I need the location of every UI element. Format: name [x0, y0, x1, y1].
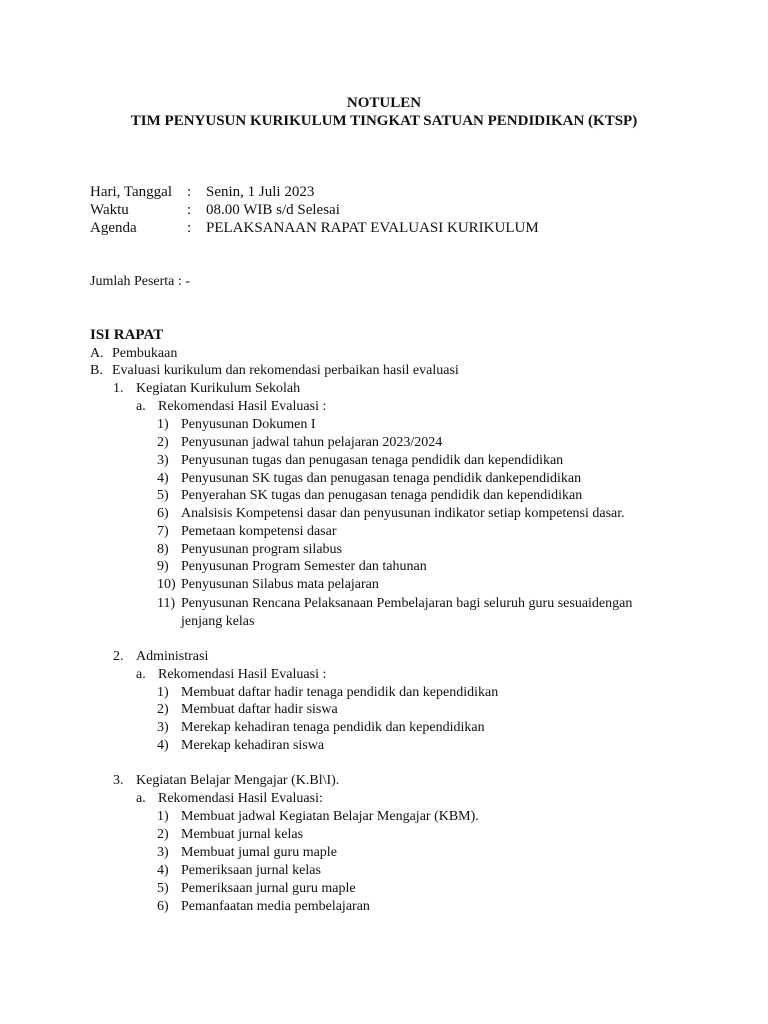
list-item-marker: 3): [157, 720, 169, 735]
list-item-marker: 11): [157, 596, 176, 611]
list-item-marker: 4): [157, 738, 169, 753]
list-item: Pemeriksaan jurnal guru maple: [181, 881, 356, 896]
outline-item-a: Pembukaan: [112, 346, 178, 361]
meta-label-agenda: Agenda: [90, 220, 137, 236]
list-item-marker: 2): [157, 702, 169, 717]
subgroup-title: Rekomendasi Hasil Evaluasi:: [158, 791, 323, 806]
list-item-marker: 10): [157, 577, 176, 592]
meta-value-date: Senin, 1 Juli 2023: [206, 184, 315, 200]
list-item: Penyusunan Silabus mata pelajaran: [181, 577, 379, 592]
participants-count: Jumlah Peserta : -: [90, 274, 190, 289]
meta-sep-time: :: [187, 202, 192, 218]
list-item-marker: 1): [157, 809, 169, 824]
list-item: Pemanfaatan media pembelajaran: [181, 899, 370, 914]
list-item: Membuat jurnal kelas: [181, 827, 304, 842]
subgroup-marker: a.: [136, 667, 146, 682]
group-marker: 1.: [113, 381, 124, 396]
list-item: Penyusunan SK tugas dan penugasan tenaga pendidik dankependidikan: [181, 471, 582, 486]
outline-marker-b: B.: [90, 363, 103, 378]
list-item: Penyusunan jadwal tahun pelajaran 2023/2024: [181, 435, 443, 450]
meta-label-time: Waktu: [90, 202, 129, 218]
list-item-marker: 5): [157, 488, 169, 503]
list-item-marker: 1): [157, 417, 169, 432]
subgroup-title: Rekomendasi Hasil Evaluasi :: [158, 399, 327, 414]
list-item: Analsisis Kompetensi dasar dan penyusunan indikator setiap kompetensi dasar.: [181, 506, 625, 521]
group-title: Kegiatan Kurikulum Sekolah: [136, 381, 301, 396]
list-item-marker: 2): [157, 435, 169, 450]
outline-marker-a: A.: [90, 346, 104, 361]
subgroup-title: Rekomendasi Hasil Evaluasi :: [158, 667, 327, 682]
list-item: Penyusunan tugas dan penugasan tenaga pendidik dan kependidikan: [181, 453, 564, 468]
document-subtitle: TIM PENYUSUN KURIKULUM TINGKAT SATUAN PENDIDIKAN (KTSP): [130, 113, 638, 129]
meta-value-agenda: PELAKSANAAN RAPAT EVALUASI KURIKULUM: [206, 220, 539, 236]
group-title: Kegiatan Belajar Mengajar (K.Bl\I).: [136, 773, 340, 788]
list-item: Membuat daftar hadir siswa: [181, 702, 338, 717]
list-item: Merekap kehadiran tenaga pendidik dan kependidikan: [181, 720, 485, 735]
list-item-marker: 1): [157, 685, 169, 700]
list-item: Penyerahan SK tugas dan penugasan tenaga pendidik dan kependidikan: [181, 488, 583, 503]
document-title: NOTULEN: [346, 95, 422, 111]
list-item-marker: 3): [157, 845, 169, 860]
list-item-marker: 8): [157, 542, 169, 557]
list-item: Penyusunan program silabus: [181, 542, 342, 557]
meta-label-date: Hari, Tanggal: [90, 184, 172, 200]
list-item-continuation: jenjang kelas: [181, 614, 255, 629]
list-item: Membuat daftar hadir tenaga pendidik dan kependidikan: [181, 685, 499, 700]
list-item: Merekap kehadiran siswa: [181, 738, 325, 753]
list-item-marker: 5): [157, 881, 169, 896]
list-item: Pemeriksaan jurnal kelas: [181, 863, 321, 878]
list-item: Membuat jumal guru maple: [181, 845, 337, 860]
group-title: Administrasi: [136, 649, 209, 664]
subgroup-marker: a.: [136, 399, 146, 414]
list-item-marker: 7): [157, 524, 169, 539]
list-item: Penyusunan Dokumen I: [181, 417, 316, 432]
list-item: Penyusunan Program Semester dan tahunan: [181, 559, 427, 574]
list-item-marker: 4): [157, 863, 169, 878]
list-item: Membuat jadwal Kegiatan Belajar Mengajar (KBM).: [181, 809, 479, 824]
list-item-marker: 4): [157, 471, 169, 486]
outline-item-b: Evaluasi kurikulum dan rekomendasi perbaikan hasil evaluasi: [112, 363, 459, 378]
list-item: Penyusunan Rencana Pelaksanaan Pembelajaran bagi seluruh guru sesuaidengan: [181, 596, 633, 611]
list-item-marker: 6): [157, 506, 169, 521]
list-item-marker: 6): [157, 899, 169, 914]
list-item-marker: 3): [157, 453, 169, 468]
meta-sep-date: :: [187, 184, 192, 200]
meta-sep-agenda: :: [187, 220, 192, 236]
subgroup-marker: a.: [136, 791, 146, 806]
meta-value-time: 08.00 WIB s/d Selesai: [206, 202, 340, 218]
group-marker: 2.: [113, 649, 124, 664]
list-item: Pemetaan kompetensi dasar: [181, 524, 337, 539]
section-title: ISI RAPAT: [90, 327, 164, 343]
group-marker: 3.: [113, 773, 124, 788]
list-item-marker: 9): [157, 559, 169, 574]
list-item-marker: 2): [157, 827, 169, 842]
